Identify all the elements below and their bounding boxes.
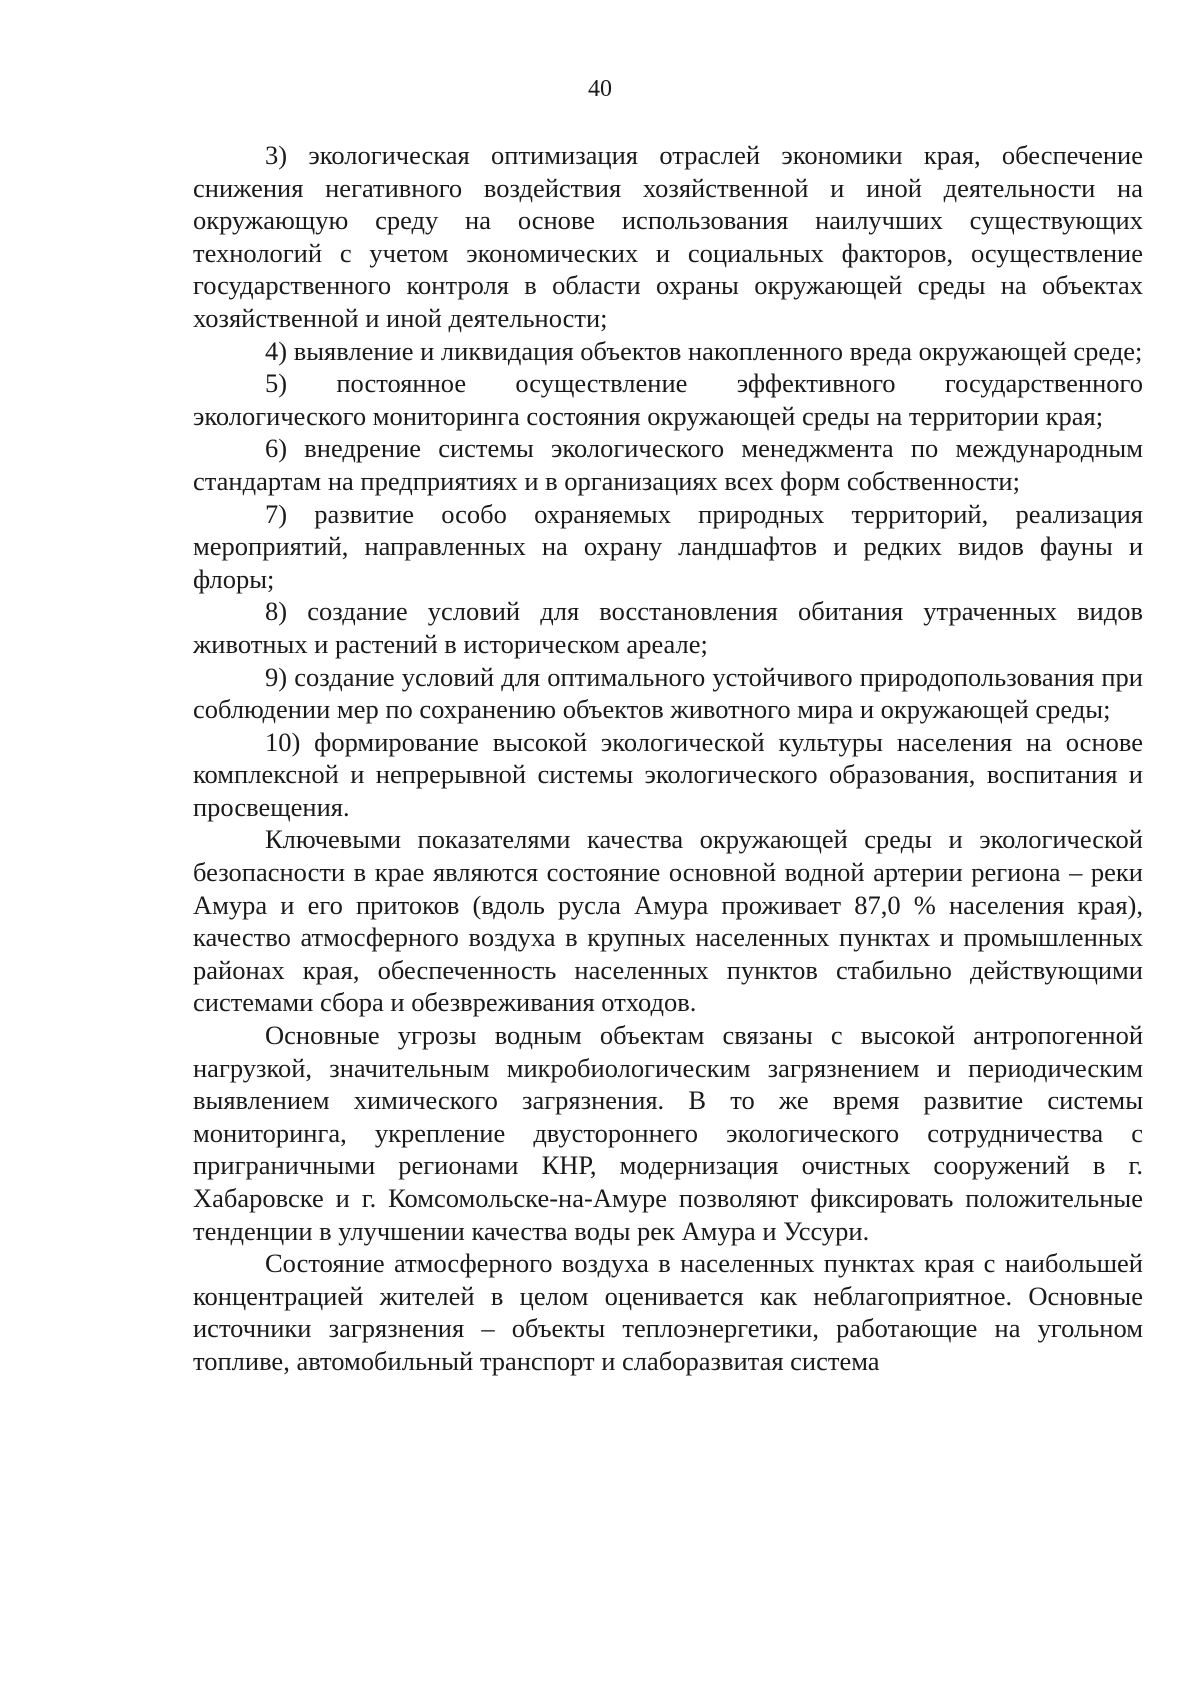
- paragraph-item-3: 3) экологическая оптимизация отраслей экономики края, обеспечение снижения негативного воздействия хозяйственной и иной деятельности на окружающую среду на основе использования наилучших существующих технологий с учетом экономических и социальных факторов, осуществление государственного контроля в области охраны окружающей среды на объектах хозяйственной и иной деятельности;: [193, 140, 1143, 333]
- paragraph-air-quality: Состояние атмосферного воздуха в населенных пунктах края с наибольшей концентрацией жителей в целом оценивается как неблагоприятное. Основные источники загрязнения – объекты теплоэнергетики, работающие на угольном топливе, автомобильный транспорт и слаборазвитая система: [193, 1248, 1143, 1376]
- page-number: 40: [588, 76, 612, 102]
- paragraph-item-10: 10) формирование высокой экологической культуры населения на основе комплексной и непрерывной системы экологического образования, воспитания и просвещения.: [193, 726, 1143, 822]
- paragraph-item-6: 6) внедрение системы экологического менеджмента по международным стандартам на предприятиях и в организациях всех форм собственности;: [193, 433, 1143, 496]
- paragraph-water-threats: Основные угрозы водным объектам связаны с высокой антропогенной нагрузкой, значительным микробиологическим загрязнением и периодическим выявлением химического загрязнения. В то же время развитие системы мониторинга, укрепление двустороннего экологического сотрудничества с приграничными регионами КНР, модернизация очистных сооружений в г. Хабаровске и г. Комсомольске-на-Амуре позволяют фиксировать положительные тенденции в улучшении качества воды рек Амура и Уссури.: [193, 1020, 1143, 1246]
- paragraph-item-7: 7) развитие особо охраняемых природных территорий, реализация мероприятий, направленных на охрану ландшафтов и редких видов фауны и флоры;: [193, 498, 1143, 594]
- paragraph-item-5: 5) постоянное осуществление эффективного государственного экологического мониторинга состояния окружающей среды на территории края;: [193, 368, 1143, 431]
- paragraph-key-indicators: Ключевыми показателями качества окружающей среды и экологической безопасности в крае являются состояние основной водной артерии региона – реки Амура и его притоков (вдоль русла Амура проживает 87,0 % населения края), качество атмосферного воздуха в крупных населенных пунктах и промышленных районах края, обеспеченность населенных пунктов стабильно действующими системами сбора и обезвреживания отходов.: [193, 824, 1143, 1018]
- paragraph-item-9: 9) создание условий для оптимального устойчивого природопользования при соблюдении мер по сохранению объектов животного мира и окружающей среды;: [193, 661, 1143, 725]
- paragraph-item-4: 4) выявление и ликвидация объектов накопленного вреда окружающей среде;: [265, 335, 1143, 366]
- document-body: [193, 139, 1143, 1378]
- paragraph-item-8: 8) создание условий для восстановления обитания утраченных видов животных и растений в историческом ареале;: [193, 596, 1143, 659]
